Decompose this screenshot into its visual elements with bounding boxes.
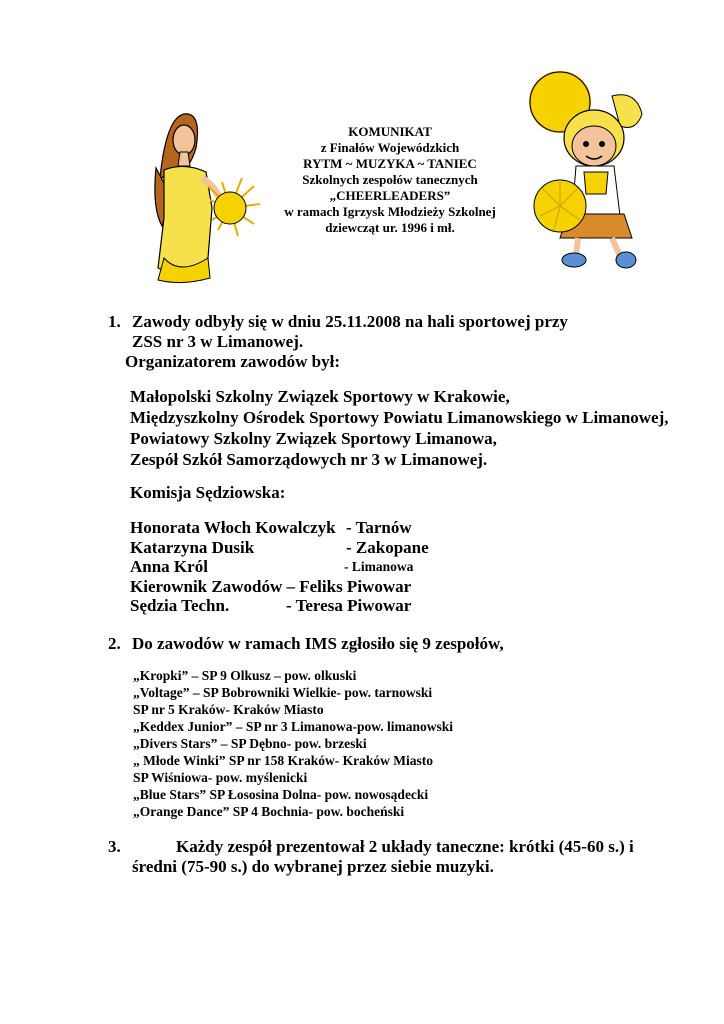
header-line-cheerleaders: „CHEERLEADERS”: [329, 188, 451, 203]
team-item: „Keddex Junior” – SP nr 3 Limanowa-pow. limanowski: [133, 719, 454, 734]
cartoon-cheerleader-icon: [524, 66, 648, 270]
jury-name: Katarzyna Dusik: [130, 538, 255, 557]
team-item: „Voltage” – SP Bobrowniki Wielkie- pow. tarnowski: [133, 685, 433, 700]
section-1-number: 1.: [108, 312, 121, 331]
organizer-item: Małopolski Szkolny Związek Sportowy w Krakowie,: [130, 387, 510, 406]
competition-manager: Kierownik Zawodów – Feliks Piwowar: [130, 577, 412, 596]
team-item: „Kropki” – SP 9 Olkusz – pow. olkuski: [133, 668, 357, 683]
jury-name: Honorata Włoch Kowalczyk: [130, 518, 336, 537]
team-item: SP nr 5 Kraków- Kraków Miasto: [133, 702, 324, 717]
section-1-line-1: Zawody odbyły się w dniu 25.11.2008 na hali sportowej przy: [132, 312, 568, 331]
section-1-line-2: ZSS nr 3 w Limanowej.: [132, 332, 304, 351]
team-item: „Divers Stars” – SP Dębno- pow. brzeski: [133, 736, 367, 751]
jury-city: - Zakopane: [346, 538, 429, 557]
technical-judge-name: - Teresa Piwowar: [286, 596, 412, 615]
jury-name: Anna Król: [130, 557, 208, 576]
organizer-heading: Organizatorem zawodów był:: [125, 352, 340, 371]
section-3-line-2: średni (75-90 s.) do wybranej przez siebie muzyki.: [132, 857, 494, 876]
header-line-games: w ramach Igrzysk Młodzieży Szkolnej: [284, 204, 496, 219]
organizer-list: [130, 386, 669, 470]
team-item: „Orange Dance” SP 4 Bochnia- pow. bocheński: [133, 804, 405, 819]
technical-judge-role: Sędzia Techn.: [130, 596, 230, 615]
organizer-item: Powiatowy Szkolny Związek Sportowy Limanowa,: [130, 429, 497, 448]
jury-heading: Komisja Sędziowska:: [130, 483, 286, 502]
team-item: „Blue Stars” SP Łososina Dolna- pow. nowosądecki: [133, 787, 429, 802]
header-line-finals: z Finałów Wojewódzkich: [320, 140, 460, 155]
header-title: KOMUNIKAT: [348, 124, 432, 139]
header-line-schools: Szkolnych zespołów tanecznych: [302, 172, 478, 187]
jury-city: - Limanowa: [344, 559, 414, 574]
team-item: „ Młode Winki” SP nr 158 Kraków- Kraków Miasto: [133, 753, 434, 768]
organizer-item: Zespół Szkół Samorządowych nr 3 w Limanowej.: [130, 450, 488, 469]
right-cheerleader-illustration: [524, 66, 648, 270]
organizer-item: Międzyszkolny Ośrodek Sportowy Powiatu Limanowskiego w Limanowej,: [130, 408, 669, 427]
header-line-event: RYTM ~ MUZYKA ~ TANIEC: [303, 156, 477, 171]
announcement-header: [240, 124, 540, 236]
team-item: SP Wiśniowa- pow. myślenicki: [133, 770, 308, 785]
section-2-heading: Do zawodów w ramach IMS zgłosiło się 9 zespołów,: [132, 634, 504, 653]
jury-city: - Tarnów: [346, 518, 412, 537]
section-2-number: 2.: [108, 634, 121, 653]
header-line-age: dziewcząt ur. 1996 i mł.: [325, 220, 455, 235]
team-list: [133, 668, 453, 821]
section-3-number: 3.: [108, 837, 121, 856]
section-3-line-1: Każdy zespół prezentował 2 układy taneczne: krótki (45-60 s.) i: [176, 837, 634, 856]
